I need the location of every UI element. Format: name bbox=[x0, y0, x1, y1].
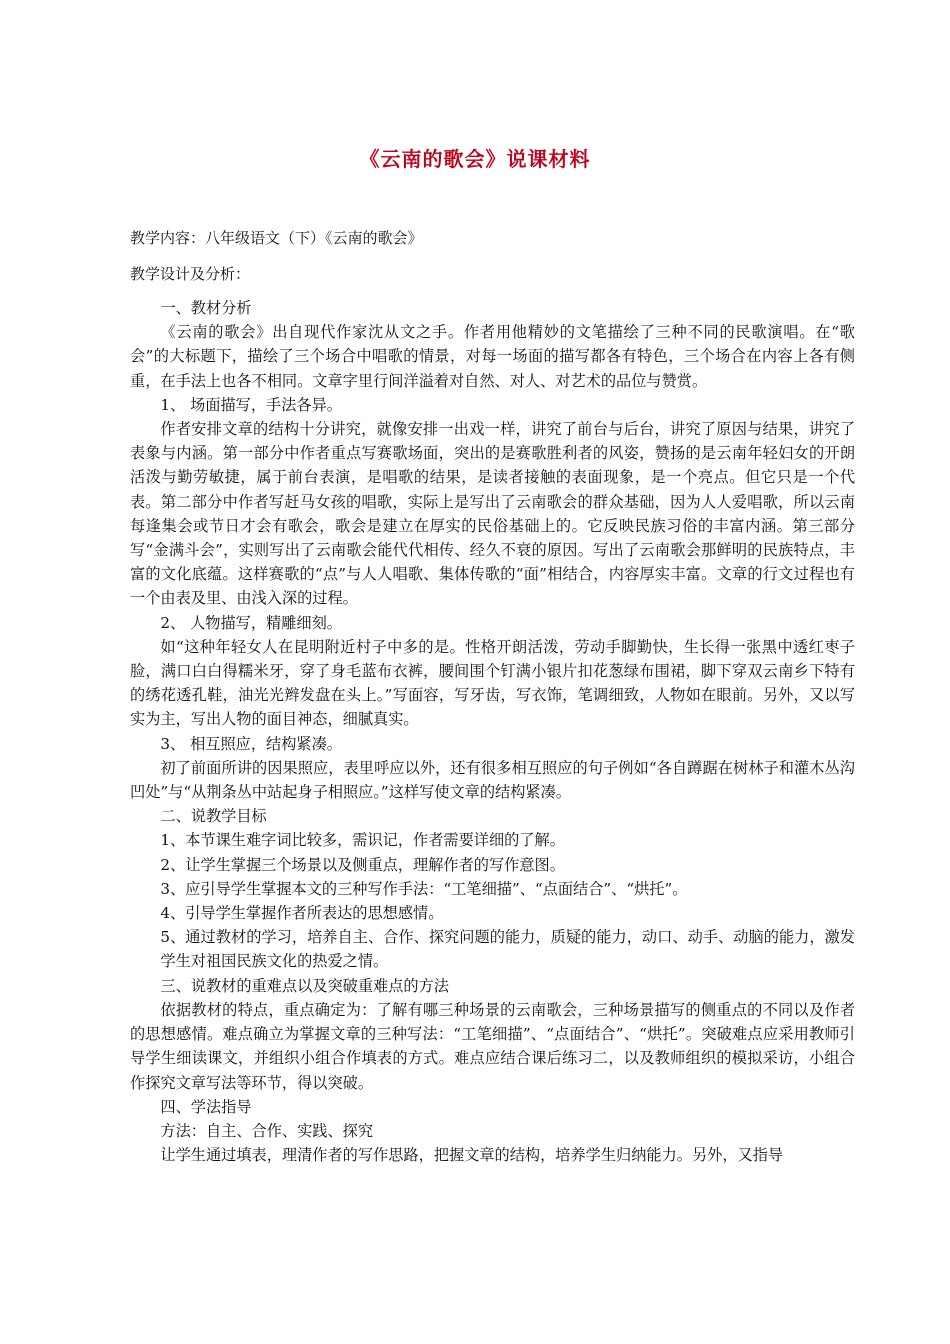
paragraph-2: 作者安排文章的结构十分讲究，就像安排一出戏一样，讲究了前台与后台，讲究了原因与结果，讲究了表象与内涵。第一部分中作者重点写赛歌场面，突出的是赛歌胜利者的风姿，赞扬的是云南年轻妇女的开朗活泼与勤劳敏捷，属于前台表演，是唱歌的结果，是读者接触的表面现象，是一个亮点。但它只是一个代表。第二部分中作者写赶马女孩的唱歌，实际上是写出了云南歌会的群众基础，因为人人爱唱歌，所以云南每逢集会或节日才会有歌会，歌会是建立在厚实的民俗基础上的。它反映民族习俗的丰富内涵。第三部分写“金满斗会”，实则写出了云南歌会能代代相传、经久不衰的原因。写出了云南歌会那鲜明的民族特点，丰富的文化底蕴。这样赛歌的“点”与人人唱歌、集体传歌的“面”相结合，内容厚实丰富。文章的行文过程也有一个由表及里、由浅入深的过程。 bbox=[130, 420, 855, 608]
paragraph-3: 如“这种年轻女人在昆明附近村子中多的是。性格开朗活泼，劳动手脚勤快，生长得一张黑中透红枣子脸，满口白白得糯米牙，穿了身毛蓝布衣裤，腰间围个钉满小银片扣花葱绿布围裙，脚下穿双云南乡下特有的绣花透孔鞋，油光光辫发盘在头上。”写面容，写牙齿，写衣饰，笔调细致，人物如在眼前。另外，又以写实为主，写出人物的面目神态，细腻真实。 bbox=[130, 637, 855, 729]
subheading-2: 2、 人物描写，精雕细刻。 bbox=[160, 613, 342, 632]
section-heading-4: 四、学法指导 bbox=[160, 1097, 252, 1116]
goal-1: 1、本节课生难字词比较多，需识记，作者需要详细的了解。 bbox=[160, 831, 565, 850]
subheading-1: 1、 场面描写，手法各异。 bbox=[160, 395, 342, 414]
section-heading-3: 三、说教材的重难点以及突破重难点的方法 bbox=[160, 976, 449, 995]
teaching-content: 教学内容：八年级语文（下）《云南的歌会》 bbox=[130, 229, 423, 247]
paragraph-5: 依据教材的特点，重点确定为：了解有哪三种场景的云南歌会，三种场景描写的侧重点的不同以及作者的思想感情。难点确立为掌握文章的三种写法：“工笔细描”、“点面结合”、“烘托”。突破难点应采用教师引导学生细读课文，并组织小组合作填表的方式。难点应结合课后练习二，以及教师组织的模拟采访，小组合作探究文章写法等环节，得以突破。 bbox=[130, 1000, 855, 1092]
design-heading: 教学设计及分析： bbox=[130, 265, 251, 283]
goal-5: 5、通过教材的学习，培养自主、合作、探究问题的能力，质疑的能力，动口、动手、动脑的能力，激发学生对祖国民族文化的热爱之情。 bbox=[160, 928, 855, 971]
method-line: 方法：自主、合作、实践、探究 bbox=[160, 1121, 374, 1140]
subheading-3: 3、 相互照应，结构紧凑。 bbox=[160, 734, 342, 753]
paragraph-6: 让学生通过填表，理清作者的写作思路，把握文章的结构，培养学生归纳能力。另外，又指导 bbox=[160, 1146, 784, 1165]
paragraph-4: 初了前面所讲的因果照应，表里呼应以外，还有很多相互照应的句子例如“各自蹲踞在树林子和灌木丛沟凹处”与“从荆条丛中站起身子相照应。”这样写使文章的结构紧凑。 bbox=[130, 758, 855, 802]
document-title: 《云南的歌会》说课材料 bbox=[359, 147, 591, 171]
paragraph-1: 《云南的歌会》出自现代作家沈从文之手。作者用他精妙的文笔描绘了三种不同的民歌演唱。在“歌会”的大标题下，描绘了三个场合中唱歌的情景，对每一场面的描写都各有特色，三个场合在内容上各有侧重，在手法上也各不相同。文章字里行间洋溢着对自然、对人、对艺术的品位与赞赏。 bbox=[130, 323, 855, 390]
goal-4: 4、引导学生掌握作者所表达的思想感情。 bbox=[160, 904, 444, 923]
document-body bbox=[130, 296, 855, 1167]
goal-2: 2、让学生掌握三个场景以及侧重点，理解作者的写作意图。 bbox=[160, 855, 565, 874]
section-heading-2: 二、说教学目标 bbox=[160, 807, 267, 826]
section-heading-1: 一、教材分析 bbox=[160, 299, 252, 317]
goal-3: 3、应引导学生掌握本文的三种写作手法：“工笔细描”、“点面结合”、“烘托”。 bbox=[160, 879, 688, 898]
